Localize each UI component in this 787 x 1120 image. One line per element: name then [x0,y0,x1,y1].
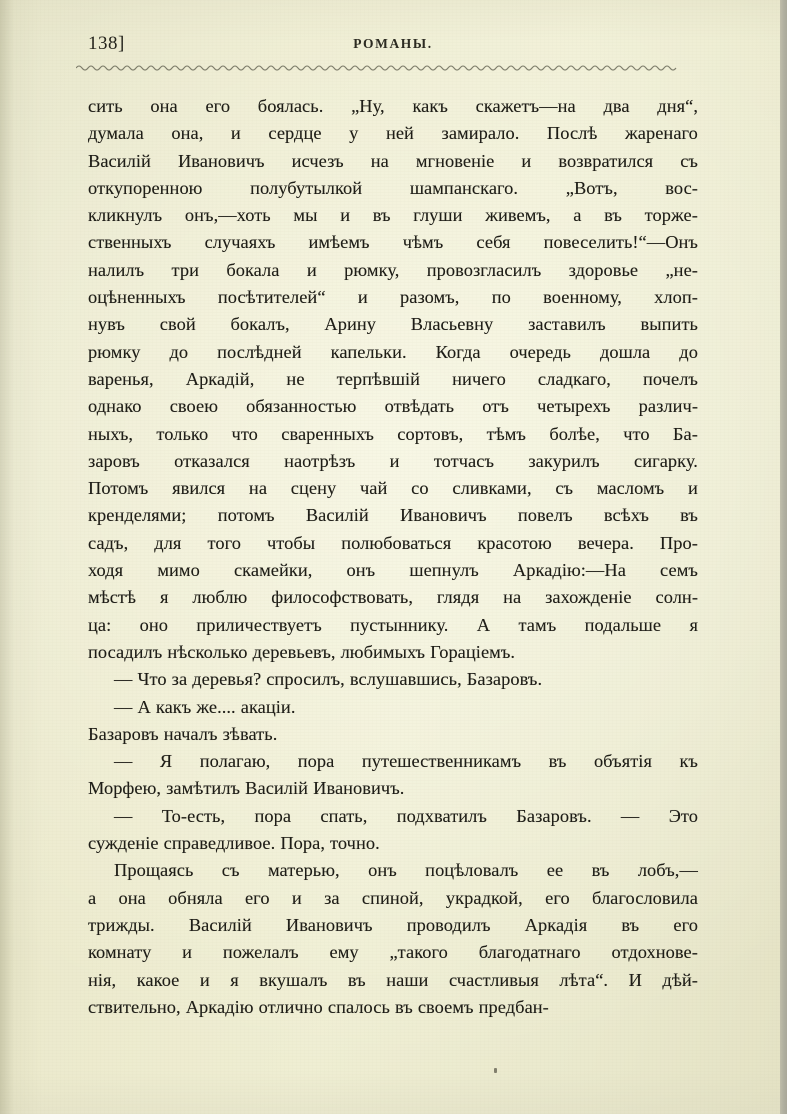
text-paragraph [88,93,698,666]
text-line: нувъ свой бокалъ, Арину Власьевну заставилъ выпить [88,314,698,335]
text-line: нія, какое и я вкушалъ въ наши счастливыя лѣта“. И дѣй- [88,969,698,990]
text-paragraph [88,694,698,721]
text-line: однако своею обязанностью отвѣдать отъ четырехъ различ- [88,396,698,417]
text-line: откупоренною полубутылкой шампанскаго. „Вотъ, вос- [88,177,698,198]
text-line: кренделями; потомъ Василій Ивановичъ повелъ всѣхъ въ [88,505,698,526]
text-line: — Я полагаю, пора путешественникамъ въ объятія къ [114,751,698,772]
text-line: трижды. Василій Ивановичъ проводилъ Аркадія въ его [88,914,698,935]
text-line: Прощаясь съ матерью, онъ поцѣловалъ ее въ лобъ,— [114,860,698,881]
text-line: Базаровъ началъ зѣвать. [88,723,278,744]
text-line: ственныхъ случаяхъ имѣемъ чѣмъ себя повеселить!“—Онъ [88,232,698,253]
paper-speck-artifact [494,1068,497,1073]
text-line: посадилъ нѣсколько деревьевъ, любимыхъ Гораціемъ. [88,641,516,662]
text-line: а она обняла его и за спиной, украдкой, его благословила [88,887,698,908]
text-paragraph [88,721,698,748]
text-line: ствительно, Аркадію отлично спалось въ своемъ предбан- [88,996,549,1017]
text-line: Василій Ивановичъ исчезъ на мгновеніе и возвратился съ [88,150,698,171]
text-line: налилъ три бокала и рюмку, провозгласилъ здоровье „не- [88,259,698,280]
scan-edge-right [780,0,787,1120]
scan-edge-bottom [0,1114,787,1120]
text-line: заровъ отказался наотрѣзъ и тотчасъ закурилъ сигарку. [88,450,698,471]
page-body-text [88,93,698,1021]
text-line: ходя мимо скамейки, онъ шепнулъ Аркадію:—На семъ [88,560,698,581]
text-paragraph [88,803,698,858]
text-line: ныхъ, только что сваренныхъ сортовъ, тѣмъ болѣе, что Ба- [88,423,698,444]
wavy-rule-divider [76,62,712,72]
text-line: — А какъ же.... акаціи. [114,696,296,717]
text-line: садъ, для того чтобы полюбоваться красотою вечера. Про- [88,532,698,553]
text-line: ца: оно приличествуетъ пустыннику. А тамъ подальше я [88,614,698,635]
text-line: думала она, и сердце у ней замирало. Послѣ жаренаго [88,123,698,144]
text-paragraph [88,748,698,803]
text-paragraph [88,666,698,693]
text-line: Морфею, замѣтилъ Василій Ивановичъ. [88,778,405,799]
text-line: сить она его боялась. „Ну, какъ скажетъ—на два дня“, [88,96,698,116]
running-head-area [88,33,698,57]
text-line: оцѣненныхъ посѣтителей“ и разомъ, по военному, хлоп- [88,287,698,308]
text-line: — Что за деревья? спросилъ, вслушавшись, Базаровъ. [114,669,543,690]
text-line: — То-есть, пора спать, подхватилъ Базаровъ. — Это [114,805,698,826]
running-head-title: РОМАНЫ. [353,36,433,51]
text-line: комнату и пожелалъ ему „такого благодатнаго отдохнове- [88,942,698,963]
text-line: сужденіе справедливое. Пора, точно. [88,833,380,854]
text-line: варенья, Аркадій, не терпѣвшій ничего сладкаго, почелъ [88,368,698,389]
text-line: Потомъ явился на сцену чай со сливками, съ масломъ и [88,478,698,499]
text-line: мѣстѣ я люблю философствовать, глядя на захожденіе солн- [88,587,698,608]
text-line: рюмку до послѣдней капельки. Когда очередь дошла до [88,341,698,362]
text-paragraph [88,857,698,1021]
text-line: кликнулъ онъ,—хоть мы и въ глуши живемъ, а въ торже- [88,205,698,226]
page-folio-number: 138] [88,33,125,54]
